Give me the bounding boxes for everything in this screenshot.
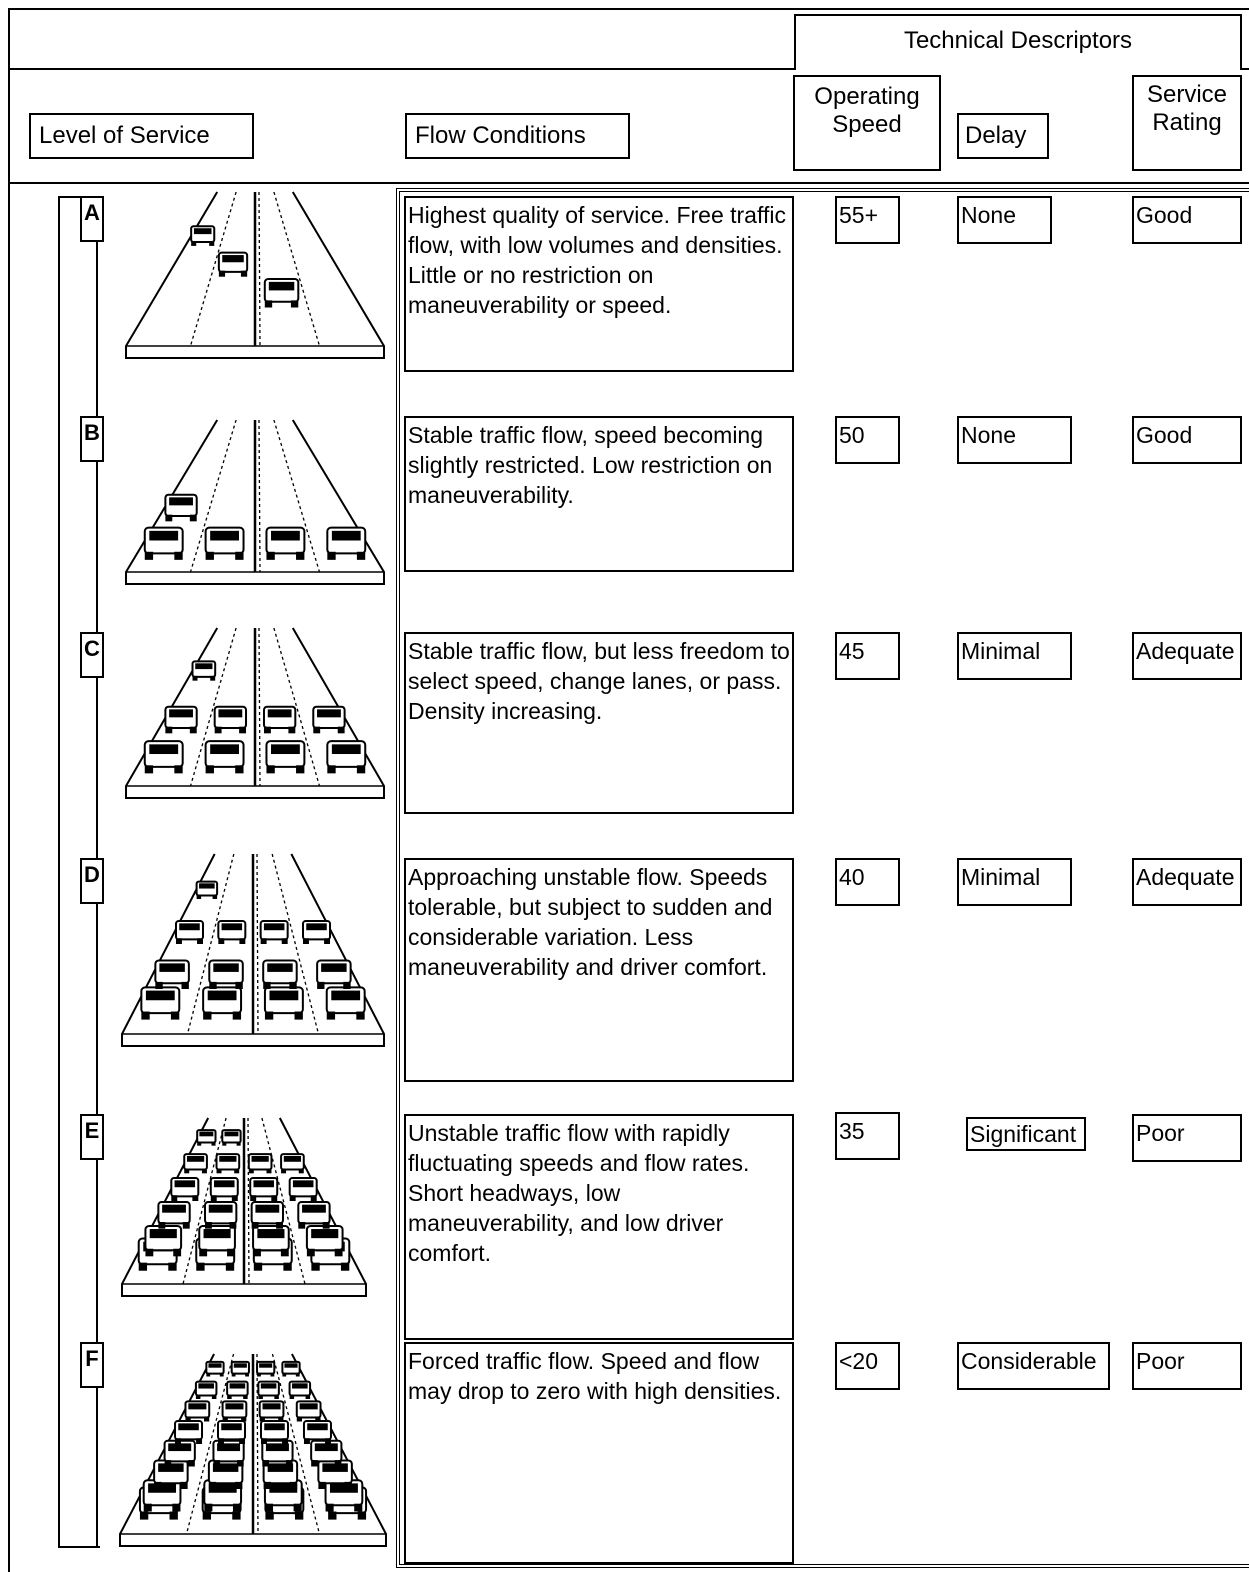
service-rating-label: Service Rating [1146, 81, 1228, 136]
road-illustration [114, 1348, 392, 1548]
delay-value: Significant [966, 1117, 1086, 1151]
rating-value: Good [1132, 416, 1242, 464]
rating-value: Poor [1132, 1114, 1242, 1162]
vehicle-icon [282, 1362, 299, 1377]
header-bottom-line [8, 182, 1249, 184]
road-illustration [116, 1112, 372, 1298]
level-letter: E [80, 1114, 104, 1160]
vehicle-icon [217, 1154, 240, 1173]
technical-descriptors-header [794, 14, 1242, 70]
vehicle-icon [196, 1382, 217, 1399]
delay-value: None [957, 416, 1072, 464]
rating-value: Adequate [1132, 632, 1242, 680]
delay-header [957, 113, 1049, 159]
delay-value: Considerable [957, 1342, 1110, 1390]
service-rating-header [1132, 75, 1242, 171]
rating-value: Adequate [1132, 858, 1242, 906]
vehicle-icon [197, 882, 218, 899]
flow-description: Approaching unstable flow. Speeds tolerable, but subject to sudden and considerable variation. Less maneuverability and driver comfort. [404, 858, 794, 1082]
speed-value: 50 [835, 416, 900, 464]
flow-conditions-label: Flow Conditions [415, 122, 586, 149]
rating-value: Good [1132, 196, 1242, 244]
speed-value: 55+ [835, 196, 900, 244]
level-letter: D [80, 858, 104, 904]
flow-description: Highest quality of service. Free traffic flow, with low volumes and densities. Little or no restriction on maneuverability or speed. [404, 196, 794, 372]
road-illustration [120, 186, 390, 360]
level-letter: B [80, 416, 104, 462]
speed-value: 45 [835, 632, 900, 680]
delay-label: Delay [965, 122, 1027, 149]
flow-description: Unstable traffic flow with rapidly fluctuating speeds and flow rates. Short headways, low maneuverability, and low driver comfort. [404, 1114, 794, 1340]
technical-descriptors-label: Technical Descriptors [903, 27, 1133, 54]
road-illustration [116, 848, 390, 1048]
operating-speed-label: Operating Speed [814, 83, 920, 138]
flow-description: Stable traffic flow, speed becoming slightly restricted. Low restriction on maneuverability. [404, 416, 794, 572]
vehicle-icon [257, 1362, 274, 1377]
vehicle-icon [191, 226, 214, 246]
level-letter: F [80, 1342, 104, 1388]
delay-value: Minimal [957, 858, 1072, 906]
road-illustration [120, 414, 390, 586]
operating-speed-header [793, 75, 941, 171]
level-letter: A [80, 196, 104, 242]
vehicle-icon [184, 1154, 207, 1173]
vehicle-icon [222, 1130, 240, 1146]
vehicle-icon [197, 1130, 215, 1146]
level-letter: C [80, 632, 104, 678]
vehicle-icon [281, 1154, 304, 1173]
level-of-service-label: Level of Service [39, 122, 210, 149]
level-of-service-header [29, 113, 254, 159]
delay-value: None [957, 196, 1052, 244]
vehicle-icon [249, 1154, 272, 1173]
delay-value: Minimal [957, 632, 1072, 680]
road-illustration [120, 622, 390, 800]
rating-value: Poor [1132, 1342, 1242, 1390]
vehicle-icon [232, 1362, 249, 1377]
flow-description: Forced traffic flow. Speed and flow may drop to zero with high densities. [404, 1342, 794, 1564]
vehicle-icon [206, 1362, 223, 1377]
flow-conditions-header [405, 113, 630, 159]
speed-value: <20 [835, 1342, 900, 1390]
speed-value: 35 [835, 1112, 900, 1160]
speed-value: 40 [835, 858, 900, 906]
flow-description: Stable traffic flow, but less freedom to select speed, change lanes, or pass. Density increasing. [404, 632, 794, 814]
vehicle-icon [227, 1382, 248, 1399]
vehicle-icon [290, 1382, 311, 1399]
vehicle-icon [258, 1382, 279, 1399]
vehicle-icon [193, 661, 216, 680]
